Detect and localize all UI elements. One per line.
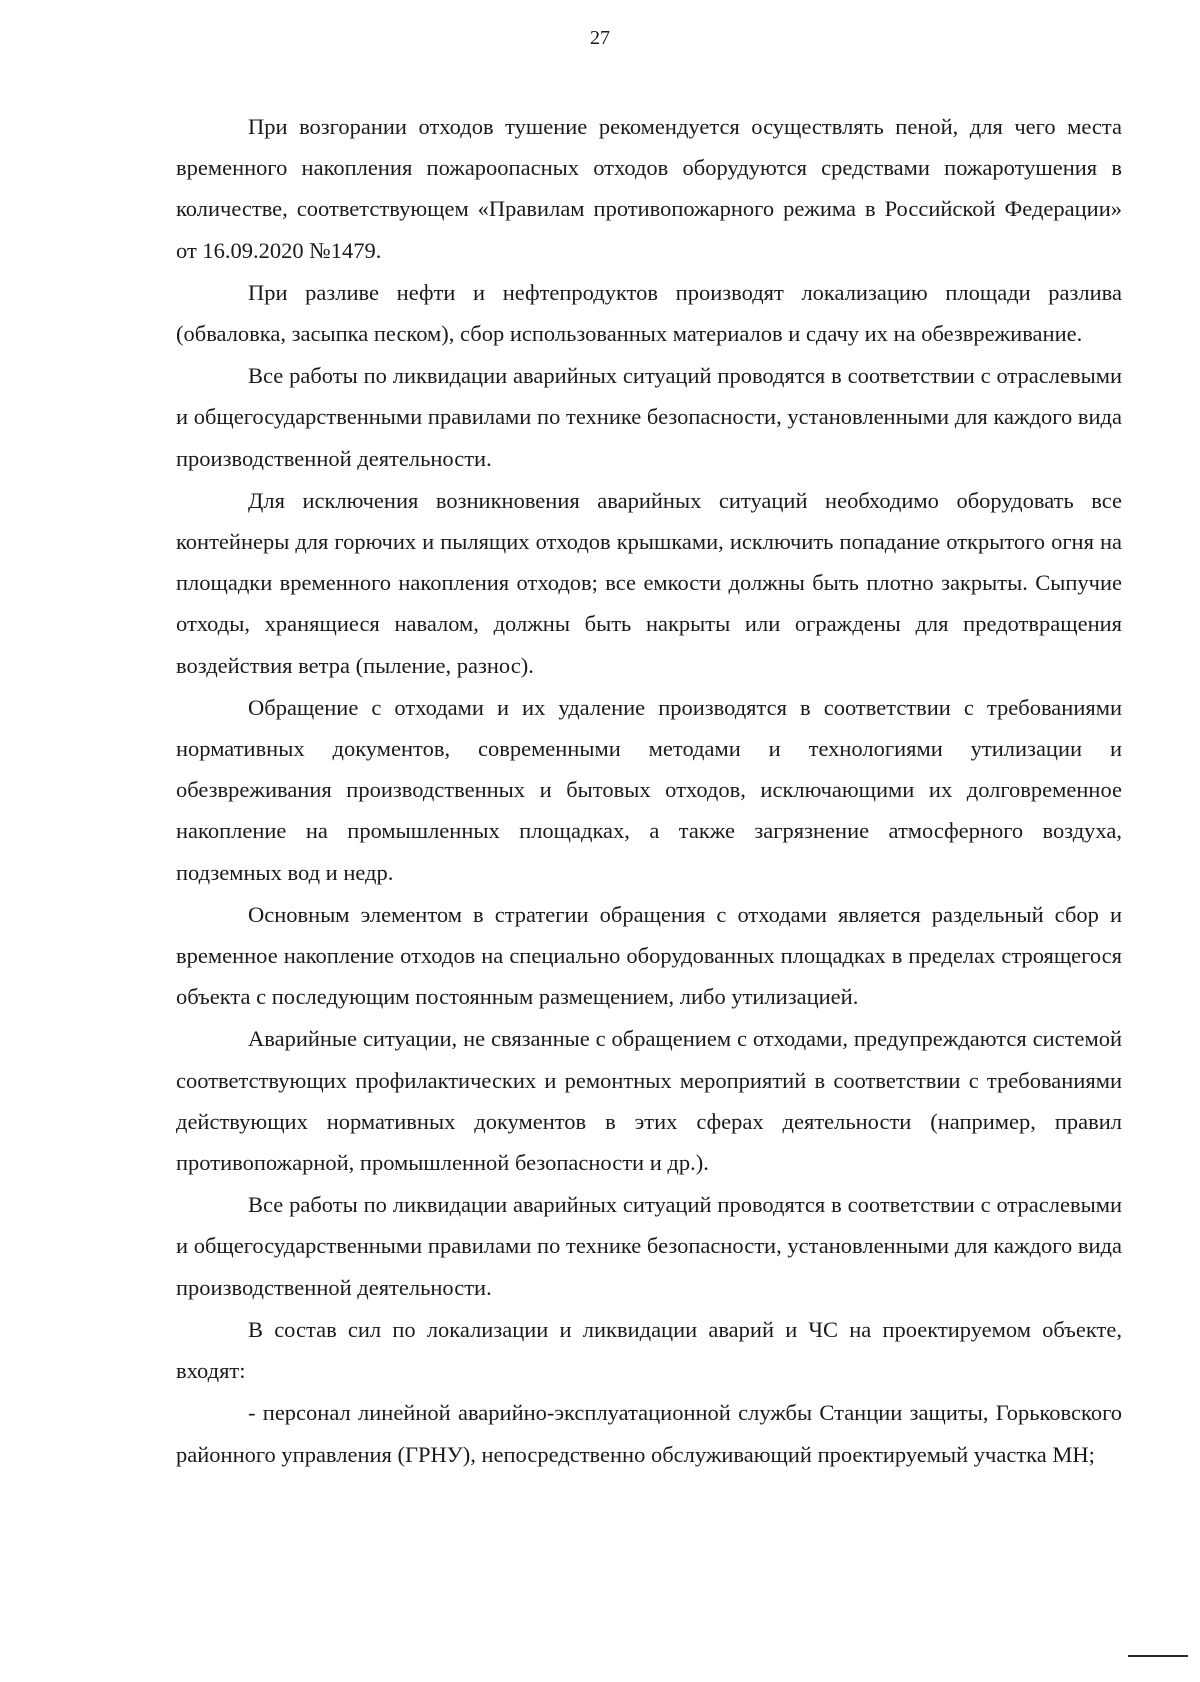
paragraph-emergency-works-repeat: Все работы по ликвидации аварийных ситуаций проводятся в соответствии с отраслевыми и общегосударственными правилами по технике безопасности, установленными для каждого вида производственной деятельности.	[176, 1192, 1122, 1300]
paragraph-oil-spill: При разливе нефти и нефтепродуктов производят локализацию площади разлива (обваловка, засыпка песком), сбор использованных материалов и сдачу их на обезвреживание.	[176, 279, 1122, 347]
paragraph-forces-composition: В состав сил по локализации и ликвидации аварий и ЧС на проектируемом объекте, входят:	[176, 1316, 1122, 1384]
paragraph-fire-extinguishing: При возгорании отходов тушение рекомендуется осуществлять пеной, для чего места временного накопления пожароопасных отходов оборудуются средствами пожаротушения в количестве, соответствующем «Правилам противопожарного режима в Российской Федерации» от 16.09.2020 №1479.	[176, 114, 1122, 263]
paragraph-waste-handling: Обращение с отходами и их удаление производятся в соответствии с требованиями нормативных документов, современными методами и технологиями утилизации и обезвреживания производственных и бытовых отходов, исключающими их долговременное накопление на промышленных площадках, а также загрязнение атмосферного воздуха, подземных вод и недр.	[176, 694, 1122, 885]
paragraph-waste-strategy: Основным элементом в стратегии обращения с отходами является раздельный сбор и временное накопление отходов на специально оборудованных площадках в пределах строящегося объекта с последующим постоянным размещением, либо утилизацией.	[176, 901, 1122, 1010]
paragraph-emergency-works: Все работы по ликвидации аварийных ситуаций проводятся в соответствии с отраслевыми и общегосударственными правилами по технике безопасности, установленными для каждого вида производственной деятельности.	[176, 363, 1122, 471]
document-body	[176, 106, 1122, 1476]
paragraph-non-waste-emergencies: Аварийные ситуации, не связанные с обращением с отходами, предупреждаются системой соответствующих профилактических и ремонтных мероприятий в соответствии с требованиями действующих нормативных документов в этих сферах деятельности (например, правил противопожарной, промышленной безопасности и др.).	[176, 1026, 1122, 1176]
page-number: 27	[590, 27, 610, 49]
paragraph-emergency-prevention: Для исключения возникновения аварийных ситуаций необходимо оборудовать все контейнеры для горючих и пылящих отходов крышками, исключить попадание открытого огня на площадки временного накопления отходов; все емкости должны быть плотно закрыты. Сыпучие отходы, хранящиеся навалом, должны быть накрыты или ограждены для предотвращения воздействия ветра (пыление, разнос).	[176, 487, 1122, 678]
paragraph-personnel-item: - персонал линейной аварийно-эксплуатационной службы Станции защиты, Горьковского районного управления (ГРНУ), непосредственно обслуживающий проектируемый участка МН;	[176, 1400, 1122, 1467]
edge-line	[1128, 1655, 1188, 1657]
